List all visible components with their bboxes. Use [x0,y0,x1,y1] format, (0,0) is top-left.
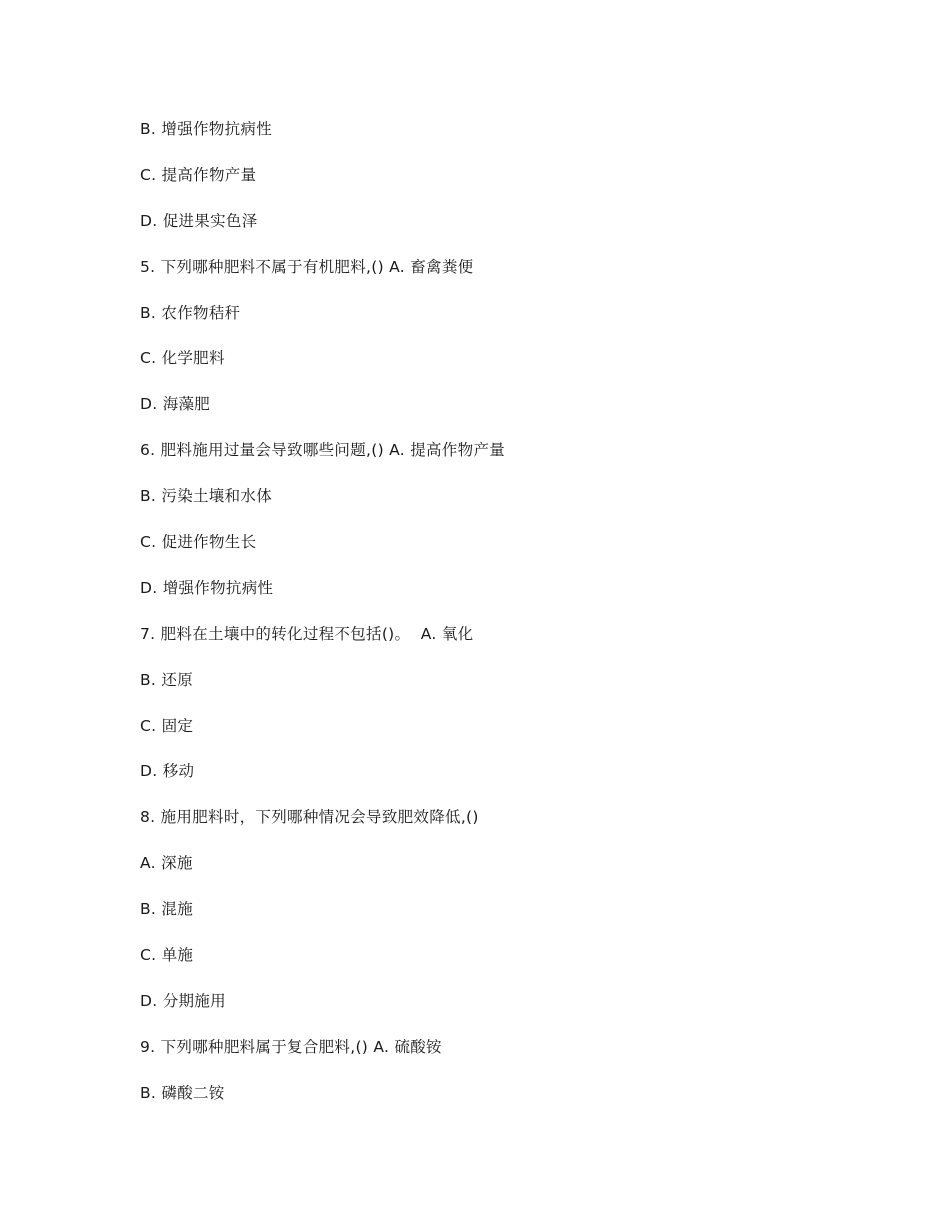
option-line: A. 深施 [140,854,193,873]
option-line: D. 增强作物抗病性 [140,578,274,597]
option-line: B. 磷酸二铵 [140,1083,225,1102]
option-line: C. 单施 [140,946,194,965]
question-line: 8. 施用肥料时，下列哪种情况会导致肥效降低,() [140,808,479,827]
question-line: 9. 下列哪种肥料属于复合肥料,() A. 硫酸铵 [140,1037,442,1056]
option-line: B. 混施 [140,900,193,919]
option-line: C. 化学肥料 [140,349,225,368]
question-list [140,115,505,1125]
question-line: 5. 下列哪种肥料不属于有机肥料,() A. 畜禽粪便 [140,257,474,276]
option-line: D. 分期施用 [140,991,226,1010]
option-line: C. 促进作物生长 [140,533,257,552]
option-line: D. 移动 [140,762,195,781]
option-line: D. 海藻肥 [140,395,211,414]
question-line: 6. 肥料施用过量会导致哪些问题,() A. 提高作物产量 [140,441,506,460]
option-line: B. 还原 [140,670,193,689]
option-line: C. 固定 [140,716,194,735]
option-line: B. 农作物秸秆 [140,303,241,322]
option-line: B. 污染土壤和水体 [140,487,272,506]
option-line: B. 增强作物抗病性 [140,120,272,138]
question-line: 7. 肥料在土壤中的转化过程不包括()。 A. 氧化 [140,624,474,643]
option-line: C. 提高作物产量 [140,165,257,184]
option-line: D. 促进果实色泽 [140,211,258,230]
